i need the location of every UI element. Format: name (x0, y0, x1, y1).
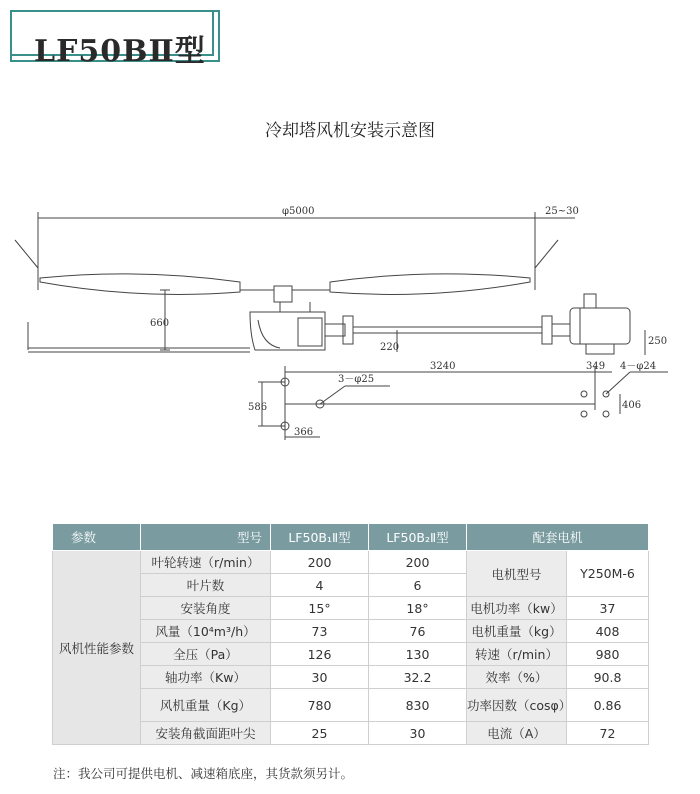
header-model: 型号 (141, 524, 271, 551)
header-motor: 配套电机 (467, 524, 649, 551)
page-title: LF50BⅡ型 (34, 34, 206, 69)
dim-span: 3240 (430, 361, 456, 372)
diagram-title: 冷却塔风机安装示意图 (265, 121, 435, 141)
cell-b1: 126 (271, 643, 369, 666)
row-label: 安装角截面距叶尖 (141, 722, 271, 745)
row-label: 风量（10⁴m³/h） (141, 620, 271, 643)
cell-b1: 780 (271, 689, 369, 722)
table-row (53, 551, 649, 574)
motor-label: 电流（A） (467, 722, 567, 745)
dim-gear-offset: 586 (248, 402, 268, 413)
motor-value: 72 (567, 722, 649, 745)
row-label: 全压（Pa） (141, 643, 271, 666)
dim-shaft-height: 220 (380, 342, 400, 353)
cell-b2: 130 (369, 643, 467, 666)
cell-b2: 76 (369, 620, 467, 643)
dim-diameter: φ5000 (282, 206, 315, 217)
cell-b1: 15° (271, 597, 369, 620)
motor-value: 90.8 (567, 666, 649, 689)
motor-value: 37 (567, 597, 649, 620)
header-b2: LF50B₂Ⅱ型 (369, 524, 467, 551)
motor (570, 308, 630, 344)
installation-drawing (0, 150, 700, 450)
table-row (53, 597, 649, 620)
dim-motor-bolts: 4－φ24 (620, 361, 657, 372)
cell-b2: 830 (369, 689, 467, 722)
motor-label: 功率因数（cosφ） (467, 689, 567, 722)
cell-b2: 6 (369, 574, 467, 597)
motor-label: 电机功率（kw） (467, 597, 567, 620)
table-header-row (53, 524, 649, 551)
dim-gear-bolts: 3－φ25 (338, 374, 375, 385)
table-row (53, 643, 649, 666)
motor-value: 0.86 (567, 689, 649, 722)
dim-motor-bolt-spacing: 406 (622, 400, 642, 411)
motor-label: 电机重量（kg） (467, 620, 567, 643)
motor-value: 980 (567, 643, 649, 666)
table-row (53, 620, 649, 643)
category-cell: 风机性能参数 (53, 551, 141, 745)
hub (274, 286, 292, 302)
left-blade (40, 274, 240, 295)
header-param: 参数 (53, 524, 141, 551)
table-row (53, 689, 649, 722)
dim-motor-height: 250 (648, 336, 668, 347)
cell-b1: 25 (271, 722, 369, 745)
motor-label: 转速（r/min） (467, 643, 567, 666)
motor-label: 电机型号 (467, 551, 567, 597)
dim-gear-base: 366 (294, 427, 314, 438)
title-box (10, 10, 220, 69)
row-label: 安装角度 (141, 597, 271, 620)
spec-table (52, 523, 649, 745)
row-label: 叶片数 (141, 574, 271, 597)
row-label: 轴功率（Kw） (141, 666, 271, 689)
table-row (53, 666, 649, 689)
cell-b2: 18° (369, 597, 467, 620)
cell-b2: 30 (369, 722, 467, 745)
table-row (53, 722, 649, 745)
cell-b1: 4 (271, 574, 369, 597)
cell-b1: 200 (271, 551, 369, 574)
header-b1: LF50B₁Ⅱ型 (271, 524, 369, 551)
cell-b1: 30 (271, 666, 369, 689)
cell-b1: 73 (271, 620, 369, 643)
motor-value: Y250M-6 (567, 551, 649, 597)
right-blade (330, 274, 530, 295)
cell-b2: 200 (369, 551, 467, 574)
row-label: 风机重量（Kg） (141, 689, 271, 722)
motor-value: 408 (567, 620, 649, 643)
cell-b2: 32.2 (369, 666, 467, 689)
footnote: 注：我公司可提供电机、减速箱底座，其货款须另计。 (53, 766, 354, 781)
dim-clearance: 25~30 (545, 206, 579, 217)
dim-height: 660 (150, 318, 170, 329)
row-label: 叶轮转速（r/min） (141, 551, 271, 574)
motor-label: 效率（%） (467, 666, 567, 689)
dim-motor-offset: 349 (586, 361, 606, 372)
